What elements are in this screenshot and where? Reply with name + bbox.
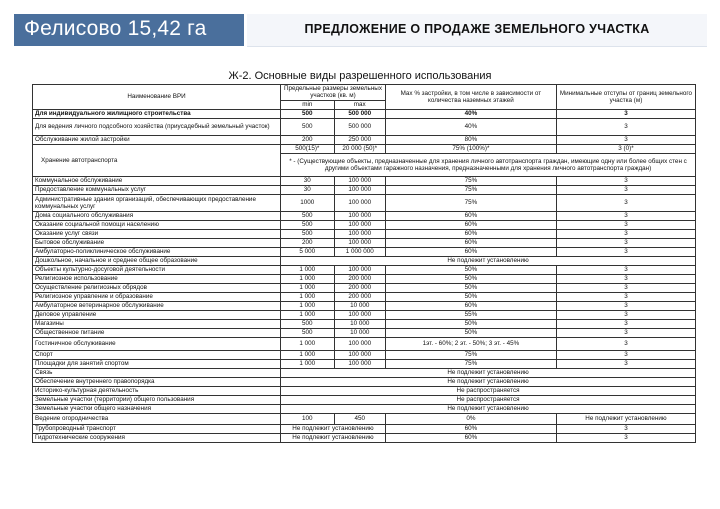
vri-table — [32, 84, 696, 443]
table-row — [33, 405, 696, 414]
row-max: 200 000 — [334, 275, 385, 284]
row-indent: 3 — [556, 186, 695, 195]
row-name: Хранение автотранспорта — [33, 145, 281, 177]
row-pct: 75% — [385, 186, 556, 195]
table-row-auto — [33, 145, 696, 154]
table-group-3 — [33, 266, 696, 338]
row-indent: 3 — [556, 230, 695, 239]
table-row — [33, 110, 696, 119]
row-indent: 3 — [556, 177, 695, 186]
row-min: 200 — [281, 136, 334, 145]
row-pct: 50% — [385, 275, 556, 284]
row-min: 1 000 — [281, 302, 334, 311]
table-row-hydro — [33, 434, 696, 443]
row-name: Гостиничное обслуживание — [33, 338, 281, 351]
row-max: 100 000 — [334, 212, 385, 221]
table-row — [33, 320, 696, 329]
row-name: Религиозное управление и образование — [33, 293, 281, 302]
row-pct: 60% — [385, 230, 556, 239]
row-name: Для индивидуального жилищного строительства — [33, 110, 281, 119]
row-pct: 40% — [385, 110, 556, 119]
table-row — [33, 248, 696, 257]
row-indent: 3 — [556, 360, 695, 369]
table-row — [33, 195, 696, 212]
row-pct: 55% — [385, 311, 556, 320]
row-name: Объекты культурно-досуговой деятельности — [33, 266, 281, 275]
header-min: min — [281, 100, 334, 109]
row-name: Осуществление религиозных обрядов — [33, 284, 281, 293]
row-indent: 3 — [556, 239, 695, 248]
table-row — [33, 387, 696, 396]
row-name: Площадки для занятий спортом — [33, 360, 281, 369]
row-max: 450 — [334, 414, 385, 425]
row-min: 1 000 — [281, 293, 334, 302]
row-indent: Не подлежит установлению — [556, 414, 695, 425]
row-indent: 3 (0)* — [556, 145, 695, 154]
row-pct: 75% (100%)* — [385, 145, 556, 154]
row-pct: 50% — [385, 266, 556, 275]
row-sizes: Не подлежит установлению — [281, 425, 386, 434]
row-indent: 3 — [556, 351, 695, 360]
row-indent: 3 — [556, 284, 695, 293]
row-indent: 3 — [556, 434, 695, 443]
table-group-5 — [33, 369, 696, 414]
row-indent: 3 — [556, 329, 695, 338]
row-merged-value: Не подлежит установлению — [281, 405, 696, 414]
auto-note: * - (Существующие объекты, предназначенные для хранения личного автотранспорта граждан, имеющие одну или более общих стен с другими объектами гаражного назначения, предназначенными для хранения личного автотранспорта граждан) — [281, 154, 696, 177]
row-max: 10 000 — [334, 302, 385, 311]
row-pct: 60% — [385, 221, 556, 230]
table-row — [33, 275, 696, 284]
row-max: 100 000 — [334, 186, 385, 195]
row-pct: 60% — [385, 212, 556, 221]
row-name: Коммунальное обслуживание — [33, 177, 281, 186]
row-min: 1 000 — [281, 311, 334, 320]
row-name: Связь — [33, 369, 281, 378]
row-min: 5 000 — [281, 248, 334, 257]
table-row — [33, 136, 696, 145]
table-row — [33, 396, 696, 405]
row-min: 1 000 — [281, 266, 334, 275]
row-min: 500 — [281, 212, 334, 221]
location-title-box — [14, 14, 244, 46]
row-pct: 50% — [385, 284, 556, 293]
table-row — [33, 351, 696, 360]
row-pct: 0% — [385, 414, 556, 425]
row-pct: 50% — [385, 320, 556, 329]
row-min: 500 — [281, 119, 334, 136]
row-pct: 60% — [385, 434, 556, 443]
table-row-garden — [33, 414, 696, 425]
row-pct: 50% — [385, 293, 556, 302]
row-name: Обслуживание жилой застройки — [33, 136, 281, 145]
row-name: Дошкольное, начальное и среднее общее образование — [33, 257, 281, 266]
row-max: 1 000 000 — [334, 248, 385, 257]
table-row — [33, 360, 696, 369]
row-name: Дома социального обслуживания — [33, 212, 281, 221]
row-max: 100 000 — [334, 221, 385, 230]
row-max: 100 000 — [334, 230, 385, 239]
document-title: Ж-2. Основные виды разрешенного использования — [228, 70, 492, 82]
row-max: 100 000 — [334, 360, 385, 369]
row-pct: 75% — [385, 177, 556, 186]
row-name: Обеспечение внутреннего правопорядка — [33, 378, 281, 387]
row-pct: 60% — [385, 425, 556, 434]
row-name: Земельные участки (территории) общего пользования — [33, 396, 281, 405]
table-row — [33, 239, 696, 248]
table-row — [33, 221, 696, 230]
offer-title: ПРЕДЛОЖЕНИЕ О ПРОДАЖЕ ЗЕМЕЛЬНОГО УЧАСТКА — [304, 22, 650, 36]
row-name: Земельные участки общего назначения — [33, 405, 281, 414]
row-max: 100 000 — [334, 266, 385, 275]
row-max: 10 000 — [334, 320, 385, 329]
table-row-preschool — [33, 257, 696, 266]
row-min: 500(15)* — [281, 145, 334, 154]
table-row — [33, 212, 696, 221]
row-max: 100 000 — [334, 338, 385, 351]
row-min: 1 000 — [281, 284, 334, 293]
row-name: Религиозное использование — [33, 275, 281, 284]
row-max: 100 000 — [334, 239, 385, 248]
row-name: Деловое управление — [33, 311, 281, 320]
table-group-2 — [33, 177, 696, 257]
row-indent: 3 — [556, 221, 695, 230]
row-indent: 3 — [556, 212, 695, 221]
row-min: 500 — [281, 320, 334, 329]
row-min: 1 000 — [281, 360, 334, 369]
header-indent: Минимальные отступы от границ земельного участка (м) — [556, 85, 695, 110]
row-max: 500 000 — [334, 110, 385, 119]
row-max: 100 000 — [334, 311, 385, 320]
row-min: 500 — [281, 329, 334, 338]
row-pct: 75% — [385, 195, 556, 212]
row-pct: 1эт. - 60%; 2 эт. - 50%; 3 эт. - 45% — [385, 338, 556, 351]
table-row — [33, 369, 696, 378]
row-min: 1 000 — [281, 338, 334, 351]
row-name: Оказание услуг связи — [33, 230, 281, 239]
page-header — [0, 0, 720, 48]
row-indent: 3 — [556, 275, 695, 284]
row-indent: 3 — [556, 338, 695, 351]
table-row — [33, 177, 696, 186]
row-min: 500 — [281, 110, 334, 119]
table-header-row — [33, 85, 696, 101]
row-max: 20 000 (50)* — [334, 145, 385, 154]
row-pct: 75% — [385, 360, 556, 369]
row-merged-value: Не подлежит установлению — [281, 257, 696, 266]
row-merged-value: Не распространяется — [281, 387, 696, 396]
row-name: Предоставление коммунальных услуг — [33, 186, 281, 195]
row-pct: 75% — [385, 351, 556, 360]
row-pct: 50% — [385, 329, 556, 338]
row-name: Амбулаторно-поликлиническое обслуживание — [33, 248, 281, 257]
row-min: 500 — [281, 221, 334, 230]
row-min: 30 — [281, 177, 334, 186]
row-indent: 3 — [556, 136, 695, 145]
row-name: Ведение огородничества — [33, 414, 281, 425]
table-row — [33, 230, 696, 239]
header-max: max — [334, 100, 385, 109]
table-row — [33, 119, 696, 136]
row-max: 100 000 — [334, 351, 385, 360]
table-row — [33, 284, 696, 293]
row-pct: 40% — [385, 119, 556, 136]
row-name: Для ведения личного подсобного хозяйства (приусадебный земельный участок) — [33, 119, 281, 136]
row-indent: 3 — [556, 266, 695, 275]
header-sizes: Предельные размеры земельных участков (кв. м) — [281, 85, 386, 101]
row-merged-value: Не распространяется — [281, 396, 696, 405]
row-name: Бытовое обслуживание — [33, 239, 281, 248]
row-merged-value: Не подлежит установлению — [281, 378, 696, 387]
table-row — [33, 186, 696, 195]
row-indent: 3 — [556, 320, 695, 329]
row-name: Магазины — [33, 320, 281, 329]
row-indent: 3 — [556, 311, 695, 320]
row-name: Общественное питание — [33, 329, 281, 338]
row-max: 100 000 — [334, 195, 385, 212]
table-group-1 — [33, 110, 696, 145]
row-pct: 60% — [385, 239, 556, 248]
row-name: Историко-культурная деятельность — [33, 387, 281, 396]
row-sizes: Не подлежит установлению — [281, 434, 386, 443]
row-name: Амбулаторное ветеринарное обслуживание — [33, 302, 281, 311]
row-name: Административные здания организаций, обеспечивающих предоставление коммунальных услуг — [33, 195, 281, 212]
row-min: 1 000 — [281, 275, 334, 284]
row-max: 100 000 — [334, 177, 385, 186]
row-min: 200 — [281, 239, 334, 248]
header-name: Наименование ВРИ — [33, 85, 281, 110]
row-indent: 3 — [556, 248, 695, 257]
row-pct: 60% — [385, 248, 556, 257]
table-row-pipe — [33, 425, 696, 434]
row-name: Оказание социальной помощи населению — [33, 221, 281, 230]
row-pct: 80% — [385, 136, 556, 145]
row-indent: 3 — [556, 425, 695, 434]
row-name: Гидротехнические сооружения — [33, 434, 281, 443]
row-min: 100 — [281, 414, 334, 425]
offer-title-box — [247, 14, 707, 47]
location-title: Фелисово 15,42 га — [24, 17, 207, 40]
row-max: 200 000 — [334, 293, 385, 302]
row-max: 10 000 — [334, 329, 385, 338]
row-pct: 60% — [385, 302, 556, 311]
row-indent: 3 — [556, 119, 695, 136]
table-row — [33, 293, 696, 302]
row-indent: 3 — [556, 195, 695, 212]
row-min: 1000 — [281, 195, 334, 212]
row-merged-value: Не подлежит установлению — [281, 369, 696, 378]
row-name: Спорт — [33, 351, 281, 360]
table-group-4 — [33, 351, 696, 369]
table-row — [33, 329, 696, 338]
table-row — [33, 311, 696, 320]
header-build: Max % застройки, в том числе в зависимости от количества наземных этажей — [385, 85, 556, 110]
table-row — [33, 266, 696, 275]
row-min: 1 000 — [281, 351, 334, 360]
row-min: 30 — [281, 186, 334, 195]
table-row-hotel — [33, 338, 696, 351]
row-max: 200 000 — [334, 284, 385, 293]
row-name: Трубопроводный транспорт — [33, 425, 281, 434]
table-row — [33, 378, 696, 387]
row-max: 250 000 — [334, 136, 385, 145]
row-indent: 3 — [556, 293, 695, 302]
row-indent: 3 — [556, 110, 695, 119]
row-max: 500 000 — [334, 119, 385, 136]
row-min: 500 — [281, 230, 334, 239]
table-row — [33, 302, 696, 311]
row-indent: 3 — [556, 302, 695, 311]
